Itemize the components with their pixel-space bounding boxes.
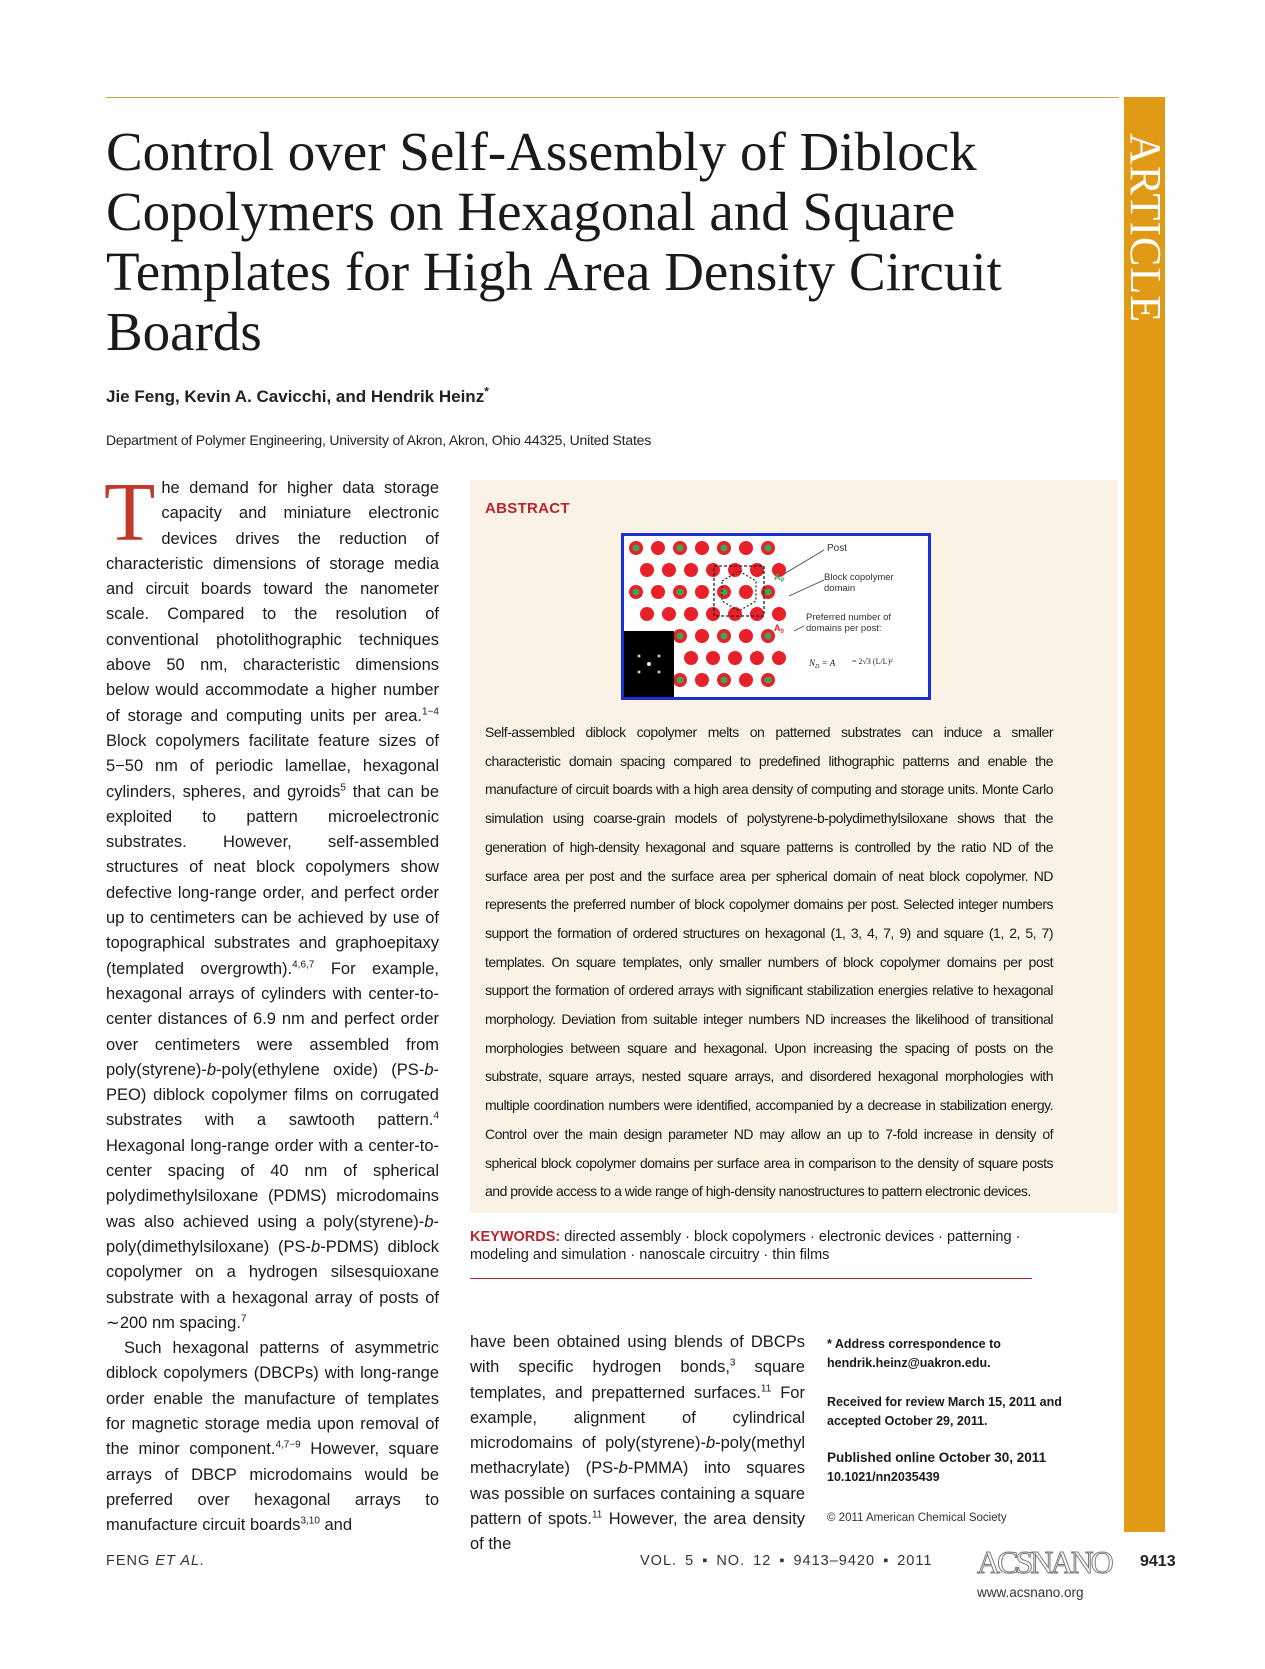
body-column-left <box>104 466 439 1538</box>
post-dot <box>677 589 684 596</box>
post-dot <box>633 545 640 552</box>
domain-dot <box>739 585 753 599</box>
journal-url[interactable]: www.acsnano.org <box>977 1585 1084 1600</box>
domain-dot <box>706 607 720 621</box>
domain-dot <box>728 607 742 621</box>
post-dot <box>765 589 772 596</box>
domain-dot <box>772 607 786 621</box>
domain-dot <box>750 651 764 665</box>
acs-nano-logo: ACSNANO <box>977 1544 1111 1580</box>
authors-text: Jie Feng, Kevin A. Cavicchi, and Hendrik Heinz <box>106 387 485 406</box>
domain-dot <box>695 673 709 687</box>
abstract-graphic <box>621 533 931 700</box>
post-dot <box>677 633 684 640</box>
affiliation: Department of Polymer Engineering, University of Akron, Akron, Ohio 44325, United States <box>106 432 652 448</box>
post-dot <box>721 677 728 684</box>
preferred-label: Preferred number of domains per post: <box>806 612 892 634</box>
doi: 10.1021/nn2035439 <box>827 1469 940 1484</box>
corresponding-mark: * <box>484 384 489 399</box>
body-column-middle: have been obtained using blends of DBCPs with specific hydrogen bonds,$^3$ square templates, and prepatterned surfaces.$^{11}$ For example, alignment of cylindrical microdomains of poly(styrene)-b-poly(methyl methacrylate) (PS-b-PMMA) into squares was possible on surfaces containing a square pattern of spots.$^{11}$ However, the area density of the <box>470 1333 805 1554</box>
abstract-heading: ABSTRACT <box>485 500 570 517</box>
ap-label: $A_P$ <box>774 572 785 584</box>
post-dot <box>633 589 640 596</box>
domain-dot <box>684 563 698 577</box>
domain-dot <box>706 563 720 577</box>
domain-dot <box>695 585 709 599</box>
svg-text:= 2√3 (L/L)²: = 2√3 (L/L)² <box>852 657 893 666</box>
paragraph-2: Such hexagonal patterns of asymmetric diblock copolymers (DBCPs) with long-range order enable the manufacture of templates for magnetic storage media upon removal of the minor component.$^{4,7-9}$ However, square arrays of DBCP microdomains would be preferred over hexagonal arrays to manufacture circuit boards$^{3,10}$ and <box>106 1339 439 1535</box>
nd-formula: $N_D = A$ <box>809 658 836 670</box>
paragraph-1: he demand for higher data storage capacity and miniature electronic devices drives the reduction of characteristic dimensions of storage media and circuit boards toward the nanometer scale. Compared to the resolution of conventional photolithographic techniques above 50 nm, characteristic dimensions below would accommodate a higher number of storage and computing units per area.$^{1-4}$ Block copolymers facilitate feature sizes of 5−50 nm of periodic lamellae, hexagonal cylinders, spheres, and gyroids$^5$ that can be exploited to pattern microelectronic substrates. However, self-assembled structures of neat block copolymers show defective long-range order, and perfect order up to centimeters can be achieved by use of topographical substrates and graphoepitaxy (templated overgrowth).$^{4,6,7}$ For example, hexagonal arrays of cylinders with center-to-center distances of 6.9 nm and perfect order over centimeters were assembled from poly(styrene)-b-poly(ethylene oxide) (PS-b-PEO) diblock copolymer films on corrugated substrates with a sawtooth pattern.$^4$ Hexagonal long-range order with a center-to-center spacing of 40 nm of spherical polydimethylsiloxane (PDMS) microdomains was also achieved using a poly(styrene)-b-poly(dimethylsiloxane) (PS-b-PDMS) diblock copolymer on a hydrogen silsesquioxane substrate with a hexagonal array of posts of ∼200 nm spacing.$^7$ <box>106 479 439 1332</box>
domain-dot <box>772 651 786 665</box>
domain-dot <box>651 541 665 555</box>
domain-dot <box>695 629 709 643</box>
domain-label: Block copolymer domain <box>824 572 894 594</box>
page-number: 9413 <box>1140 1553 1176 1570</box>
keywords-list: directed assembly · block copolymers · electronic devices · patterning · modeling and simulation · nanoscale circuitry · thin films <box>470 1229 1021 1263</box>
post-dot <box>765 677 772 684</box>
domain-dot <box>695 541 709 555</box>
footer-authors: FENG ET AL. <box>106 1553 206 1569</box>
post-dot <box>721 545 728 552</box>
domain-dot <box>739 629 753 643</box>
top-rule <box>106 97 1119 98</box>
domain-dot <box>640 607 654 621</box>
published-date: Published online October 30, 2011 <box>827 1450 1047 1465</box>
post-label: Post <box>827 543 848 554</box>
abstract-text: Self-assembled diblock copolymer melts on patterned substrates can induce a smaller characteristic domain spacing compared to predefined lithographic patterns and enable the manufacture of circuit boards with a high area density of computing and storage units. Monte Carlo simulation using coarse-grain models of polystyrene-b-polydimethylsiloxane shows that the generation of high-density hexagonal and square patterns is controlled by the ratio ND of the surface area per post and the surface area per spherical domain of neat block copolymer. ND represents the preferred number of block copolymer domains per post. Selected integer numbers support the formation of ordered structures on hexagonal (1, 3, 4, 7, 9) and square (1, 2, 5, 7) templates. On square templates, only smaller numbers of block copolymer domains per post support the formation of ordered arrays with significant stabilization energies relative to hexagonal morphology. Deviation from suitable integer numbers ND increases the likelihood of transitional morphologies between square and hexagonal. Upon increasing the spacing of posts on the substrate, square arrays, nested square arrays, and disordered hexagonal morphologies with multiple coordination numbers were identified, accompanied by a decrease in stabilization energy. Control over the main design parameter ND may allow an up to 7-fold increase in density of spherical block copolymer domains per surface area in comparison to the density of square posts and provide access to a wide range of high-density nanostructures to pattern electronic devices. <box>485 724 1053 1200</box>
domain-dot <box>728 651 742 665</box>
domain-dot <box>640 563 654 577</box>
domain-dot <box>739 673 753 687</box>
domain-dot <box>750 607 764 621</box>
domain-dot <box>662 563 676 577</box>
post-dot <box>721 633 728 640</box>
post-dot <box>765 633 772 640</box>
received-note: Received for review March 15, 2011 and accepted October 29, 2011. <box>827 1395 1062 1428</box>
paper-title: Control over Self-Assembly of Diblock Copolymers on Hexagonal and Square Templates for High Area Density Circuit Boards <box>106 121 1002 362</box>
copyright: © 2011 American Chemical Society <box>827 1512 1007 1524</box>
domain-dot <box>684 607 698 621</box>
author-list <box>106 384 489 407</box>
keywords-rule <box>470 1278 1032 1279</box>
domain-dot <box>750 563 764 577</box>
toc-figure <box>624 536 928 697</box>
domain-dot <box>728 563 742 577</box>
domain-dot <box>662 607 676 621</box>
published-note <box>827 1449 1077 1486</box>
domain-dot <box>739 541 753 555</box>
post-dot <box>765 545 772 552</box>
post-dot <box>677 545 684 552</box>
domain-dot <box>706 651 720 665</box>
domain-dot <box>651 585 665 599</box>
keywords <box>470 1228 1030 1264</box>
correspondence-note: * Address correspondence to hendrik.heinz@uakron.edu. <box>827 1337 1001 1370</box>
footer-volume: VOL. 5 ▪ NO. 12 ▪ 9413–9420 ▪ 2011 <box>640 1553 933 1569</box>
article-label: ARTICLE <box>1121 133 1170 324</box>
drop-cap: T <box>104 466 156 559</box>
keywords-label: KEYWORDS: <box>470 1229 561 1245</box>
domain-dot <box>684 651 698 665</box>
post-dot <box>677 677 684 684</box>
a0-label: $A_0$ <box>774 623 784 635</box>
